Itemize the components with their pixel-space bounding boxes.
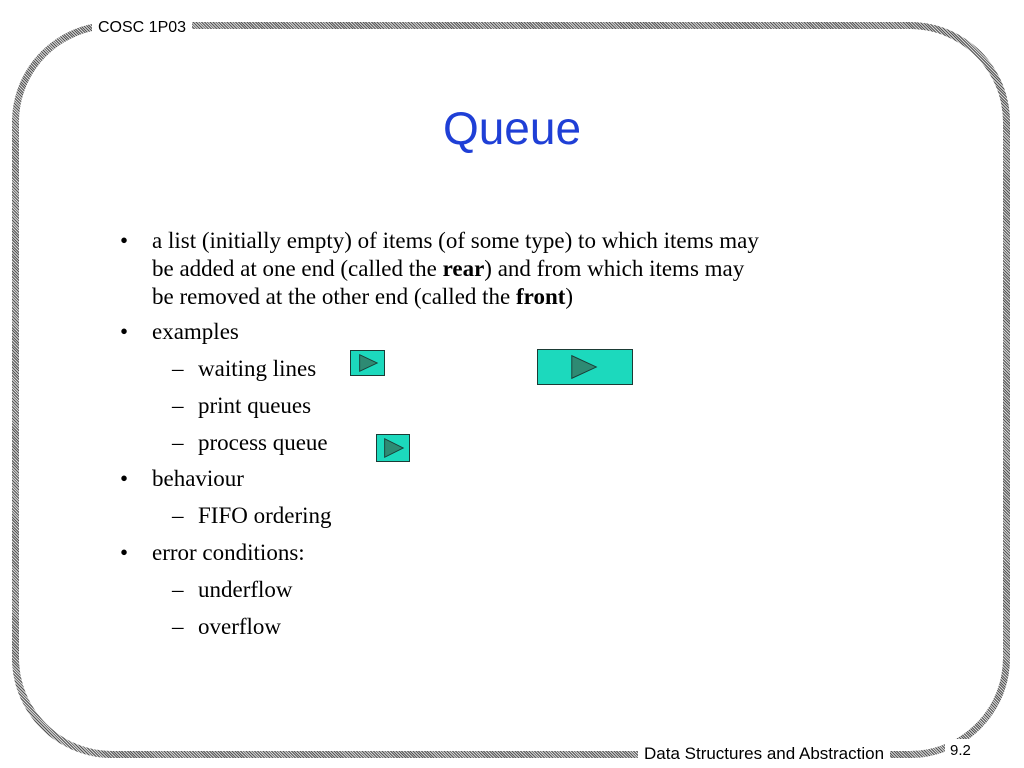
definition-line-2 [152, 255, 744, 283]
term-front: front [516, 284, 566, 309]
dash-marker: – [172, 356, 184, 381]
play-button-large[interactable] [537, 349, 633, 385]
example-item: print queues [198, 393, 312, 418]
bullet-marker: • [120, 319, 129, 344]
play-triangle-icon [538, 350, 632, 384]
play-button-waiting-lines[interactable] [350, 350, 385, 376]
bullet-marker: • [120, 466, 129, 491]
bullet-marker: • [120, 540, 129, 565]
definition-text: ) and from which items may [484, 256, 745, 281]
course-code: COSC 1P03 [92, 17, 192, 39]
errors-heading: error conditions: [152, 540, 305, 565]
dash-marker: – [172, 503, 184, 528]
dash-marker: – [172, 577, 184, 602]
behaviour-item: FIFO ordering [198, 503, 332, 528]
example-item: waiting lines [198, 356, 317, 381]
term-rear: rear [442, 256, 485, 281]
dash-marker: – [172, 393, 184, 418]
dash-marker: – [172, 430, 184, 455]
examples-heading: examples [152, 319, 239, 344]
definition-line-3 [152, 283, 573, 311]
dash-marker: – [172, 614, 184, 639]
slide-title: Queue [442, 102, 582, 154]
play-button-process-queue[interactable] [376, 434, 410, 462]
footer-title: Data Structures and Abstraction [638, 742, 890, 766]
play-triangle-icon [377, 435, 409, 461]
definition-text: be removed at the other end (called the [152, 284, 517, 309]
error-item: overflow [198, 614, 282, 639]
play-triangle-icon [351, 351, 384, 375]
behaviour-heading: behaviour [152, 466, 244, 491]
example-item: process queue [198, 430, 328, 455]
definition-line-1: a list (initially empty) of items (of some type) to which items may [152, 228, 759, 253]
definition-text: be added at one end (called the [152, 256, 443, 281]
bullet-marker: • [120, 228, 129, 253]
definition-text: ) [565, 284, 574, 309]
page-number: 9.2 [945, 739, 976, 763]
error-item: underflow [198, 577, 293, 602]
